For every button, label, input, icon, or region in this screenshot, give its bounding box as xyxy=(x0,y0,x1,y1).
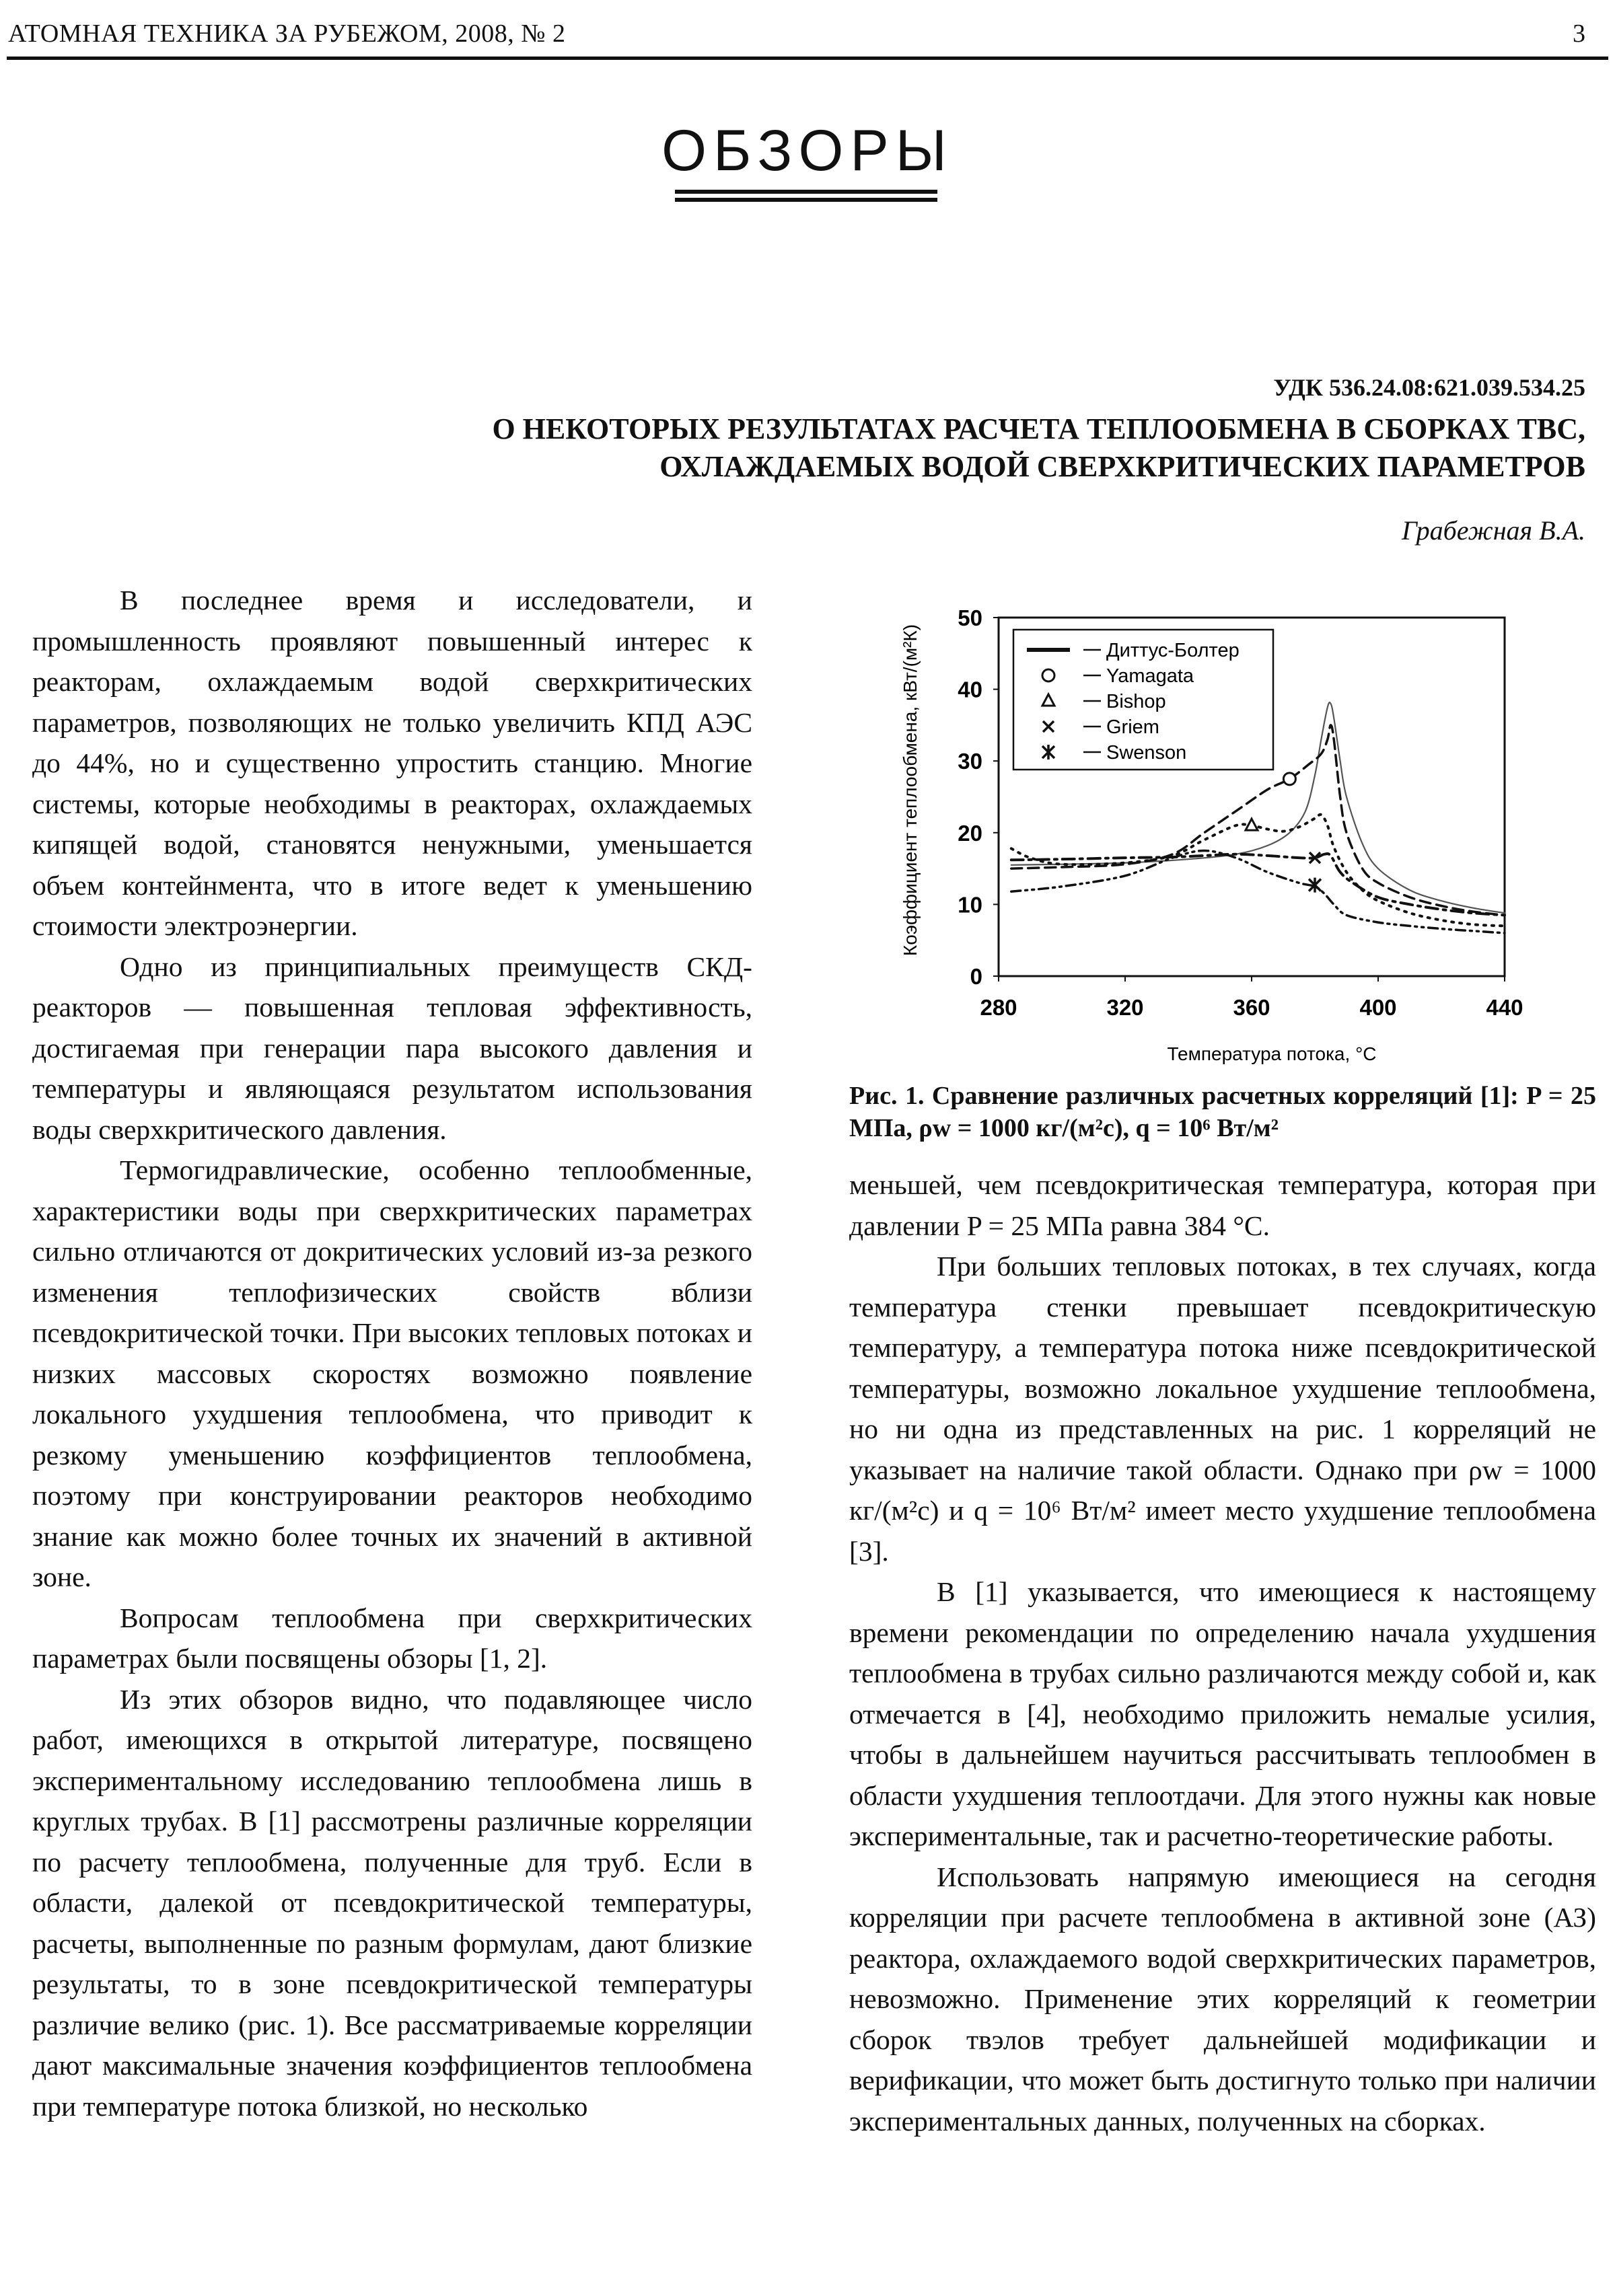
y-tick-label: 50 xyxy=(958,605,982,630)
x-tick-label: 280 xyxy=(980,995,1017,1020)
paragraph: Из этих обзоров видно, что подавляющее число работ, имеющихся в открытой литературе, посвящено экспериментальному исследованию теплообмена лишь в круглых трубах. В [1] рассмотрены различные корреляции по расчету теплообмена, полученные для труб. Если в области, далекой от псевдокритической температуры, расчеты, выполненные по разным формулам, дают близкие результаты, то в зоне псевдокритической температуры различие велико (рис. 1). Все рассматриваемые корреляции дают максимальные значения коэффициентов теплообмена при температуре потока близкой, но несколько xyxy=(32,1683,752,2122)
article-title-line: ОХЛАЖДАЕМЫХ ВОДОЙ СВЕРХКРИТИЧЕСКИХ ПАРАМЕТРОВ xyxy=(659,450,1585,483)
x-tick-label: 320 xyxy=(1106,995,1144,1020)
chart-svg xyxy=(875,592,1548,1076)
legend-label: Yamagata xyxy=(1106,665,1194,687)
series-line-griem xyxy=(1011,854,1505,915)
data-marker-bishop xyxy=(1246,819,1258,830)
paragraph: Термогидравлические, особенно теплообменные, характеристики воды при сверхкритических параметрах сильно отличаются от докритических условий из-за резкого изменения теплофизических свойств вблизи псевдокритической точки. При высоких тепловых потоках и низких массовых скоростях возможно появление локального ухудшения теплообмена, что приводит к резкому уменьшению коэффициентов теплообмена, поэтому при конструировании реакторов необходимо знание как можно более точных их значений в активной зоне. xyxy=(32,1154,752,1592)
legend-label: Griem xyxy=(1106,716,1159,738)
paragraph: меньшей, чем псевдокритическая температура, которая при давлении P = 25 МПа равна 384 °С. xyxy=(849,1169,1596,1241)
y-tick-label: 0 xyxy=(970,964,982,989)
y-tick-label: 40 xyxy=(958,677,982,702)
x-tick-label: 440 xyxy=(1486,995,1523,1020)
figure-chart xyxy=(875,592,1548,1076)
series-line-swenson xyxy=(1011,851,1505,934)
y-tick-label: 20 xyxy=(958,820,982,846)
paragraph: В последнее время и исследователи, и промышленность проявляют повышенный интерес к реакторам, охлаждаемым водой сверхкритических параметров, позволяющих не только увеличить КПД АЭС до 44%, но и существенно упростить станцию. Многие системы, которые необходимы в реакторах, охлаждаемых кипящей водой, становятся ненужными, уменьшается объем контейнмента, что в итоге ведет к уменьшению стоимости электроэнергии. xyxy=(32,585,752,941)
page-number: 3 xyxy=(1573,20,1585,48)
udk-code: УДК 536.24.08:621.039.534.25 xyxy=(1273,374,1585,401)
x-tick-label: 400 xyxy=(1359,995,1397,1020)
x-axis-label: Температура потока, °С xyxy=(1167,1043,1377,1064)
legend-swatch xyxy=(1042,669,1054,681)
header-rule xyxy=(7,57,1608,60)
paragraph: Одно из принципиальных преимуществ СКД-реакторов — повышенная тепловая эффективность, достигаемая при генерации пара высокого давления и температуры и являющаяся результатом использования воды сверхкритического давления. xyxy=(32,951,752,1145)
article-title-line: О НЕКОТОРЫХ РЕЗУЛЬТАТАХ РАСЧЕТА ТЕПЛООБМЕНА В СБОРКАХ ТВС, xyxy=(492,412,1585,445)
author: Грабежная В.А. xyxy=(1401,515,1585,546)
figure-caption: Рис. 1. Сравнение различных расчетных корреляций [1]: P = 25 МПа, ρw = 1000 кг/(м²с), q = 10⁶ Вт/м² xyxy=(849,1082,1596,1142)
left-column xyxy=(32,580,752,2126)
paragraph: Использовать напрямую имеющиеся на сегодня корреляции при расчете теплообмена в активной зоне (АЗ) реактора, охлаждаемого водой сверхкритических параметров, невозможно. Применение этих корреляций к геометрии сборок твэлов требует дальнейшей модификации и верификации, что может быть достигнуто только при наличии экспериментальных данных, полученных на сборках. xyxy=(849,1861,1596,2137)
article-title xyxy=(492,410,1585,486)
section-title: ОБЗОРЫ xyxy=(661,118,954,183)
section-underline-2 xyxy=(675,198,937,202)
legend-label: Диттус-Болтер xyxy=(1106,640,1240,661)
y-tick-label: 30 xyxy=(958,749,982,774)
x-tick-label: 360 xyxy=(1233,995,1270,1020)
data-marker-yamagata xyxy=(1283,773,1295,785)
legend-label: Swenson xyxy=(1106,742,1187,764)
y-tick-label: 10 xyxy=(958,892,982,918)
right-column xyxy=(849,1164,1596,2141)
paragraph: В [1] указывается, что имеющиеся к настоящему времени рекомендации по определению начала ухудшения теплообмена в трубах сильно различаются между собой и, как отмечается в [4], необходимо приложить немалые усилия, чтобы в дальнейшем научиться рассчитывать теплообмен в области ухудшения теплоотдачи. Для этого нужны как новые экспериментальные, так и расчетно-теоретические работы. xyxy=(849,1576,1596,1851)
legend-label: Bishop xyxy=(1106,691,1166,712)
paragraph: При больших тепловых потоках, в тех случаях, когда температура стенки превышает псевдокритическую температуру, а температура потока ниже псевдокритической температуры, возможно локальное ухудшение теплообмена, но ни одна из представленных на рис. 1 корреляций не указывает на наличие такой области. Однако при ρw = 1000 кг/(м²с) и q = 10⁶ Вт/м² имеет место ухудшение теплообмена [3]. xyxy=(849,1251,1596,1567)
running-head: АТОМНАЯ ТЕХНИКА ЗА РУБЕЖОМ, 2008, № 2 xyxy=(8,20,566,48)
section-underline xyxy=(675,190,937,194)
y-axis-label: Коэффициент теплообмена, кВт/(м²К) xyxy=(900,624,921,957)
paragraph: Вопросам теплообмена при сверхкритических параметрах были посвящены обзоры [1, 2]. xyxy=(32,1602,752,1674)
